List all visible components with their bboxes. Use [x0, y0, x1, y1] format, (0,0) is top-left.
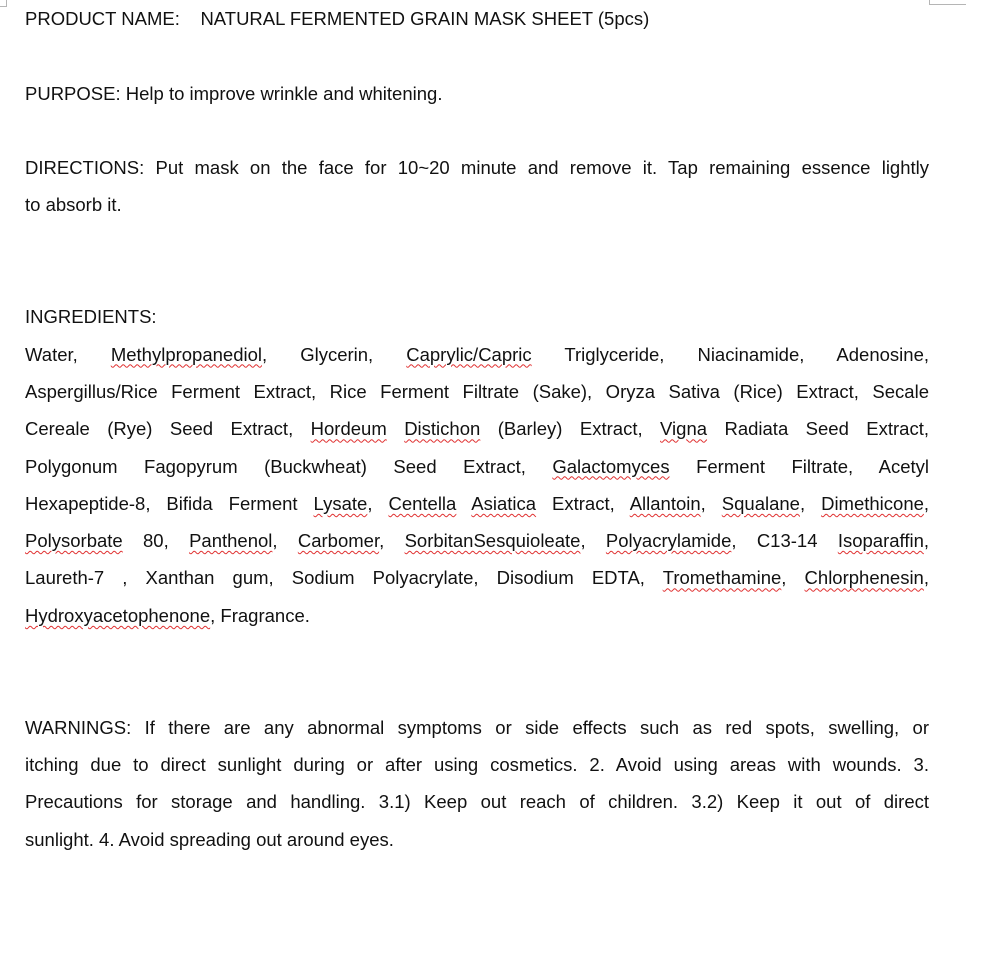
warnings-text-4: sunlight. 4. Avoid spreading out around eyes. — [25, 828, 394, 850]
ingredients-text: Polygonum Fagopyrum (Buckwheat) Seed Extract, — [25, 455, 553, 477]
ingredients-list — [25, 336, 929, 634]
ingredients-text — [456, 493, 471, 514]
ingredients-text: , — [799, 492, 822, 514]
directions-text-2: to absorb it. — [25, 194, 122, 216]
document-body — [25, 0, 929, 858]
ingredients-line — [25, 522, 929, 559]
purpose-label: PURPOSE: — [25, 82, 121, 104]
spellcheck-flagged-word: Hydroxyacetophenone — [25, 604, 211, 626]
ingredients-text: (Barley) Extract, — [480, 418, 661, 440]
spellcheck-flagged-word: Hordeum — [310, 418, 387, 440]
spellcheck-flagged-word: Caprylic/Capric — [406, 343, 532, 365]
directions-text-1: Put mask on the face for 10~20 minute and remove it. Tap remaining essence lightly — [155, 157, 929, 179]
spellcheck-flagged-word: Galactomyces — [552, 455, 670, 477]
purpose-line — [25, 75, 929, 112]
spellcheck-flagged-word: Panthenol — [189, 530, 273, 552]
product-name-line — [25, 0, 929, 37]
spellcheck-flagged-word: Allantoin — [629, 492, 701, 514]
ingredients-label-line — [25, 298, 929, 335]
spellcheck-flagged-word: Chlorphenesin — [804, 567, 924, 589]
page-corner-mark-right — [929, 0, 966, 5]
spellcheck-flagged-word: Asiatica — [471, 492, 537, 514]
ingredients-text: , C13-14 — [731, 530, 838, 552]
spellcheck-flagged-word: Carbomer — [297, 530, 380, 552]
warnings-line-3 — [25, 783, 929, 820]
ingredients-text: Hexapeptide-8, Bifida Ferment — [25, 492, 314, 514]
product-name-label: PRODUCT NAME: — [25, 8, 180, 29]
spellcheck-flagged-word: Tromethamine — [662, 567, 782, 589]
ingredients-text: , — [923, 530, 929, 552]
ingredients-text: Cereale (Rye) Seed Extract, — [25, 418, 311, 440]
directions-label: DIRECTIONS: — [25, 157, 145, 179]
spellcheck-flagged-word: Methylpropanediol — [110, 343, 263, 365]
ingredients-text: Triglyceride, Niacinamide, Adenosine, — [531, 343, 929, 365]
ingredients-text: , — [923, 492, 929, 514]
ingredients-text: Extract, — [536, 492, 630, 514]
directions-line-2 — [25, 186, 929, 223]
ingredients-text: , — [272, 530, 298, 552]
spellcheck-flagged-word: Lysate — [313, 492, 368, 514]
ingredients-text: , — [379, 530, 405, 552]
ingredients-text — [387, 418, 404, 439]
ingredients-text: , — [580, 530, 606, 552]
ingredients-text: , — [700, 492, 722, 514]
ingredients-text: Laureth-7 , Xanthan gum, Sodium Polyacrylate, Disodium EDTA, — [25, 567, 663, 589]
page-corner-mark-left — [0, 0, 7, 7]
spellcheck-flagged-word: Dimethicone — [821, 492, 924, 514]
warnings-text-3: Precautions for storage and handling. 3.1) Keep out reach of children. 3.2) Keep it out of direct — [25, 791, 929, 813]
ingredients-text: , — [923, 567, 929, 589]
ingredients-text: Water, — [25, 343, 111, 365]
ingredients-label: INGREDIENTS: — [25, 306, 157, 328]
directions-line-1 — [25, 149, 929, 186]
ingredients-line — [25, 373, 929, 410]
ingredients-line — [25, 448, 929, 485]
ingredients-line — [25, 485, 929, 522]
ingredients-text: 80, — [122, 530, 190, 552]
purpose-text: Help to improve wrinkle and whitening. — [125, 82, 443, 104]
spellcheck-flagged-word: Polyacrylamide — [605, 530, 732, 552]
warnings-line-1 — [25, 709, 929, 746]
ingredients-line — [25, 559, 929, 596]
spellcheck-flagged-word: SorbitanSesquioleate — [404, 530, 581, 552]
ingredients-line — [25, 597, 929, 634]
ingredients-line — [25, 336, 929, 373]
spellcheck-flagged-word: Distichon — [404, 418, 481, 440]
ingredients-text: Radiata Seed Extract, — [707, 418, 929, 440]
ingredients-text: Aspergillus/Rice Ferment Extract, Rice Ferment Filtrate (Sake), Oryza Sativa (Rice) Extract, Secale — [25, 380, 929, 402]
spellcheck-flagged-word: Polysorbate — [25, 530, 123, 552]
warnings-line-2 — [25, 746, 929, 783]
warnings-text-1: WARNINGS: If there are any abnormal symptoms or side effects such as red spots, swelling, or — [25, 716, 929, 738]
spellcheck-flagged-word: Vigna — [660, 418, 708, 440]
ingredients-text: , — [781, 567, 805, 589]
spellcheck-flagged-word: Centella — [388, 492, 457, 514]
warnings-line-4 — [25, 821, 929, 858]
spellcheck-flagged-word: Isoparaffin — [837, 530, 924, 552]
warnings-text-2: itching due to direct sunlight during or after using cosmetics. 2. Avoid using areas with wounds. 3. — [25, 753, 929, 775]
ingredients-line — [25, 410, 929, 447]
spellcheck-flagged-word: Squalane — [721, 492, 800, 514]
ingredients-text: , — [367, 492, 389, 514]
product-name-value: NATURAL FERMENTED GRAIN MASK SHEET (5pcs) — [200, 8, 650, 29]
ingredients-text: , Glycerin, — [262, 343, 407, 365]
ingredients-text: , Fragrance. — [210, 604, 310, 626]
ingredients-text: Ferment Filtrate, Acetyl — [669, 455, 929, 477]
